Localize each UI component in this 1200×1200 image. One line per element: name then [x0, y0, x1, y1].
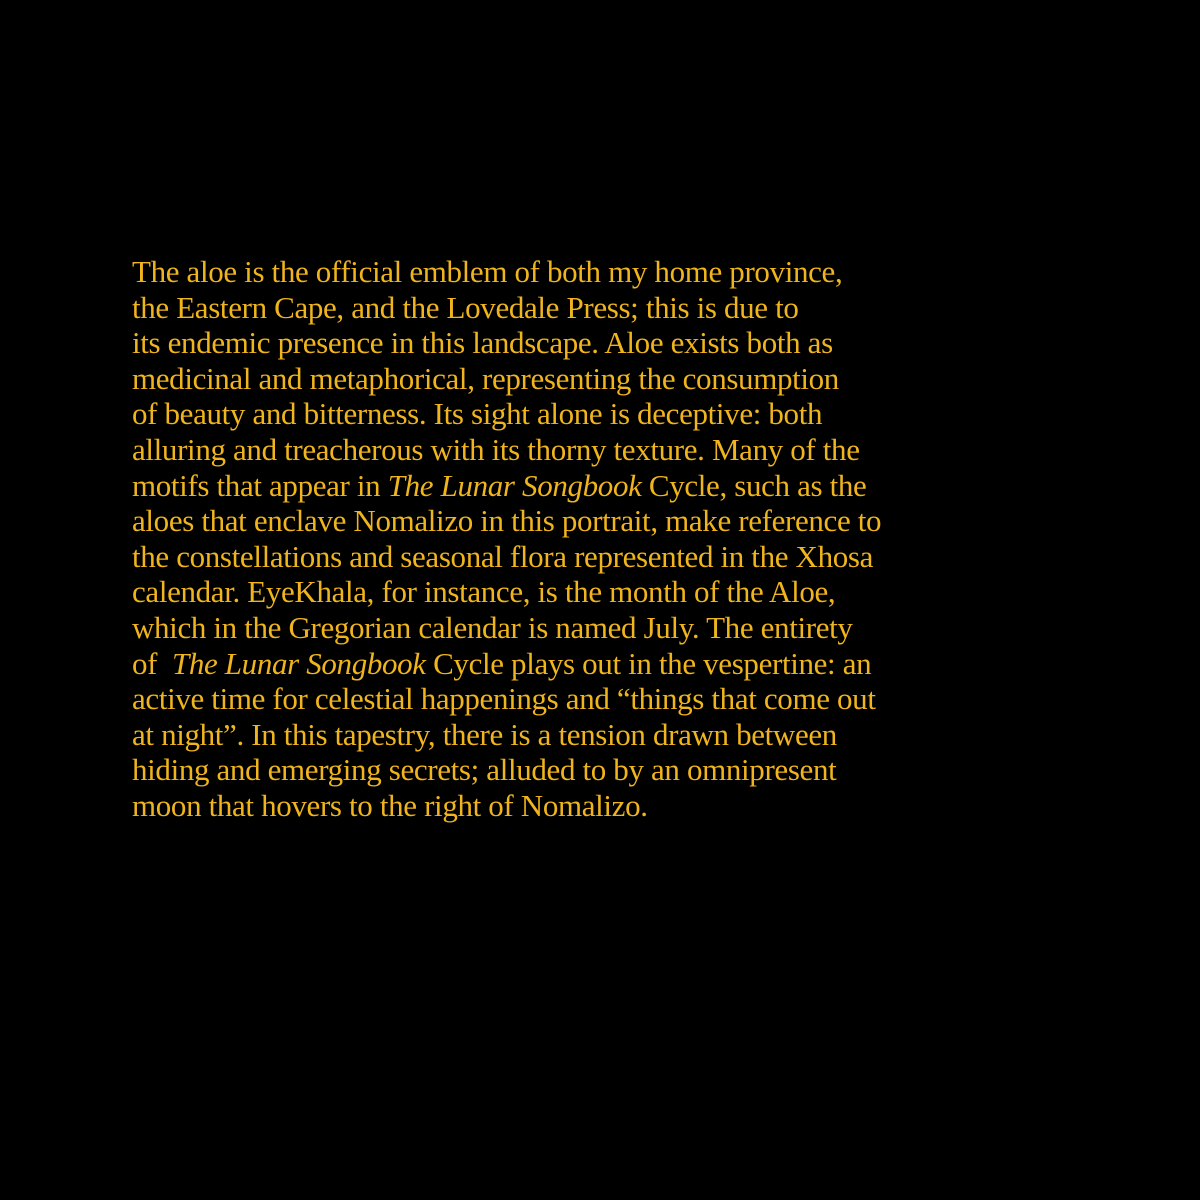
text-line: active time for celestial happenings and “things that come out — [132, 681, 876, 717]
book-title: The Lunar Songbook — [387, 467, 642, 503]
text-line: of beauty and bitterness. Its sight alone is deceptive: both — [132, 396, 823, 432]
text-line: motifs that appear in The Lunar Songbook Cycle, such as the — [132, 467, 867, 503]
text-line: calendar. EyeKhala, for instance, is the month of the Aloe, — [132, 574, 836, 610]
body-paragraph — [132, 254, 1172, 824]
text-line: at night”. In this tapestry, there is a tension drawn between — [132, 716, 837, 752]
text-line: the Eastern Cape, and the Lovedale Press; this is due to — [132, 289, 799, 325]
text-line: the constellations and seasonal flora represented in the Xhosa — [132, 538, 873, 574]
text-line: medicinal and metaphorical, representing the consumption — [132, 360, 839, 396]
text-line: its endemic presence in this landscape. Aloe exists both as — [132, 325, 833, 361]
text-line: hiding and emerging secrets; alluded to by an omnipresent — [132, 752, 837, 788]
book-title: The Lunar Songbook — [171, 645, 426, 681]
text-line: moon that hovers to the right of Nomalizo. — [132, 787, 648, 823]
text-line: alluring and treacherous with its thorny texture. Many of the — [132, 431, 860, 467]
text-line: The aloe is the official emblem of both my home province, — [132, 254, 843, 289]
text-line: of The Lunar Songbook Cycle plays out in the vespertine: an — [132, 645, 872, 681]
text-line: aloes that enclave Nomalizo in this portrait, make reference to — [132, 503, 882, 539]
text-line: which in the Gregorian calendar is named July. The entirety — [132, 609, 853, 645]
